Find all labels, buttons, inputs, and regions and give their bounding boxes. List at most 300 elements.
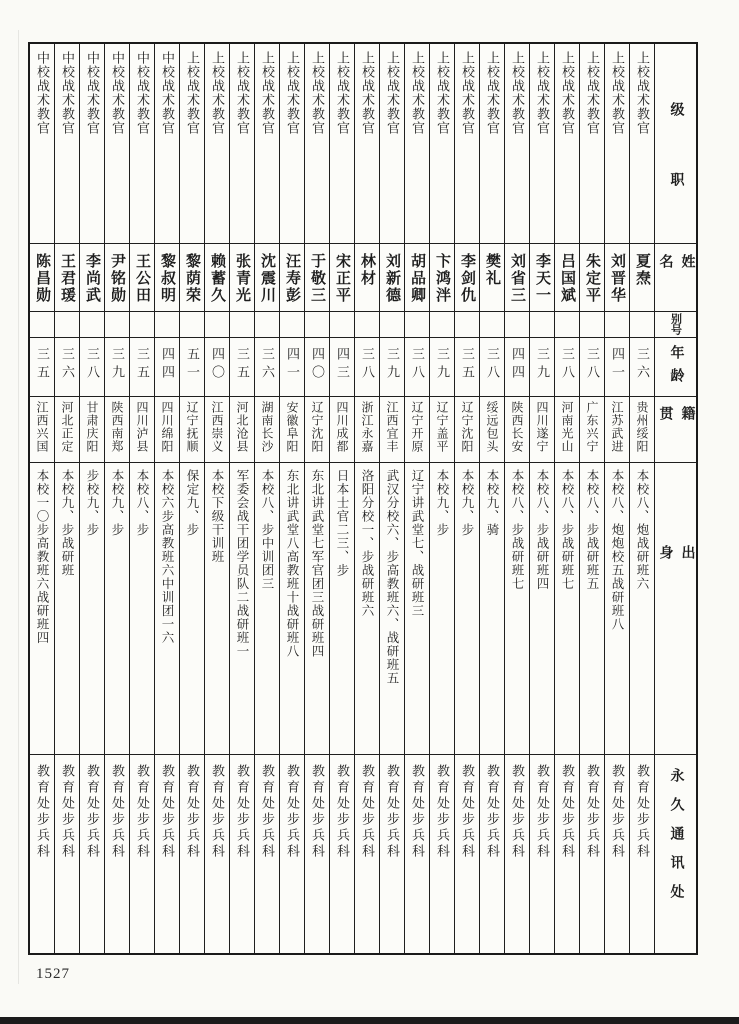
person-native-place-cell [355, 397, 379, 463]
person-name: 刘省三 [509, 253, 525, 304]
person-contact-cell [80, 755, 104, 953]
person-native-place: 湖南长沙 [260, 401, 274, 453]
person-native-place: 绥远包头 [485, 401, 499, 453]
person-column [304, 44, 329, 953]
person-column [104, 44, 129, 953]
person-age: 三六 [60, 347, 75, 383]
person-native-place-cell [55, 397, 79, 463]
person-name: 沈震川 [259, 253, 275, 304]
person-name: 赖蓄久 [209, 253, 225, 304]
person-origin: 本校一〇步高教班六战研班四 [35, 469, 49, 645]
person-origin: 本校九、步 [435, 469, 449, 537]
person-rank: 中校战术教官 [160, 51, 175, 135]
person-rank: 上校战术教官 [585, 51, 600, 135]
person-contact: 教育处步兵科 [385, 764, 400, 860]
person-column [479, 44, 504, 953]
person-origin: 东北讲武堂八高教班十战研班八 [285, 469, 299, 658]
person-native-place-cell [255, 397, 279, 463]
person-native-place-cell [155, 397, 179, 463]
person-age-cell [530, 338, 554, 397]
person-rank-cell [380, 44, 404, 244]
person-contact: 教育处步兵科 [260, 764, 275, 860]
person-contact-cell [480, 755, 504, 953]
person-native-place: 四川成都 [335, 401, 349, 453]
page-number: 1527 [36, 966, 70, 982]
person-rank: 上校战术教官 [210, 51, 225, 135]
person-rank-cell [530, 44, 554, 244]
header-contact-label: 永久通讯处 [668, 768, 684, 913]
person-origin-cell [105, 463, 129, 755]
person-rank-cell [455, 44, 479, 244]
person-name-cell [205, 244, 229, 312]
person-name: 张青光 [234, 253, 250, 304]
person-native-place-cell [180, 397, 204, 463]
person-native-place: 陕西南郑 [110, 401, 124, 453]
person-rank: 上校战术教官 [610, 51, 625, 135]
scan-edge-artifact [18, 30, 19, 984]
person-native-place-cell [30, 397, 54, 463]
person-rank-cell [105, 44, 129, 244]
person-column [179, 44, 204, 953]
person-alias-cell [605, 312, 629, 338]
person-name: 黎叔明 [159, 253, 175, 304]
person-alias-cell [55, 312, 79, 338]
person-age: 四一 [610, 347, 625, 383]
person-name-cell [630, 244, 654, 312]
person-age: 三五 [35, 347, 50, 383]
person-rank-cell [130, 44, 154, 244]
person-native-place: 河北正定 [60, 401, 74, 453]
person-origin-cell [605, 463, 629, 755]
person-column [79, 44, 104, 953]
person-contact-cell [555, 755, 579, 953]
person-origin-cell [580, 463, 604, 755]
person-alias-cell [530, 312, 554, 338]
person-age-cell [30, 338, 54, 397]
person-origin-cell [380, 463, 404, 755]
person-name: 樊礼 [484, 253, 500, 287]
person-rank: 上校战术教官 [460, 51, 475, 135]
person-name-cell [605, 244, 629, 312]
person-native-place-cell [530, 397, 554, 463]
person-name: 于敬三 [309, 253, 325, 304]
person-rank: 中校战术教官 [60, 51, 75, 135]
person-name: 林材 [359, 253, 375, 287]
person-age: 三九 [435, 347, 450, 383]
person-native-place-cell [80, 397, 104, 463]
person-origin-cell [280, 463, 304, 755]
person-origin: 辽宁讲武堂七、战研班三 [410, 469, 424, 618]
person-name: 宋正平 [334, 253, 350, 304]
person-rank-cell [430, 44, 454, 244]
person-rank: 中校战术教官 [110, 51, 125, 135]
person-rank: 上校战术教官 [535, 51, 550, 135]
person-age-cell [180, 338, 204, 397]
person-origin-cell [480, 463, 504, 755]
person-age-cell [505, 338, 529, 397]
person-contact: 教育处步兵科 [435, 764, 450, 860]
person-native-place: 江西崇义 [210, 401, 224, 453]
person-contact-cell [280, 755, 304, 953]
person-alias-cell [130, 312, 154, 338]
person-alias-cell [455, 312, 479, 338]
person-age: 三八 [485, 347, 500, 383]
person-name-cell [305, 244, 329, 312]
person-column [54, 44, 79, 953]
person-native-place-cell [455, 397, 479, 463]
person-age-cell [480, 338, 504, 397]
person-contact: 教育处步兵科 [460, 764, 475, 860]
person-origin: 日本士官二三、步 [335, 469, 349, 577]
person-native-place-cell [105, 397, 129, 463]
person-contact-cell [455, 755, 479, 953]
person-name: 王君瑗 [59, 253, 75, 304]
person-native-place: 辽宁抚顺 [185, 401, 199, 453]
header-rank-label: 级职 [668, 102, 684, 242]
person-origin-cell [205, 463, 229, 755]
person-age: 四四 [160, 347, 175, 383]
header-contact-cell [655, 755, 696, 953]
person-contact: 教育处步兵科 [560, 764, 575, 860]
person-name-cell [30, 244, 54, 312]
person-origin-cell [30, 463, 54, 755]
table-header-column [654, 44, 696, 953]
person-alias-cell [380, 312, 404, 338]
person-alias-cell [630, 312, 654, 338]
person-name: 李尚武 [84, 253, 100, 304]
person-alias-cell [430, 312, 454, 338]
person-age: 四〇 [210, 347, 225, 383]
person-origin-cell [130, 463, 154, 755]
person-contact-cell [630, 755, 654, 953]
person-age-cell [205, 338, 229, 397]
person-alias-cell [230, 312, 254, 338]
person-age-cell [580, 338, 604, 397]
person-name-cell [55, 244, 79, 312]
person-origin-cell [155, 463, 179, 755]
person-contact-cell [180, 755, 204, 953]
person-name-cell [455, 244, 479, 312]
person-name: 汪寿彭 [284, 253, 300, 304]
person-age-cell [280, 338, 304, 397]
person-contact-cell [605, 755, 629, 953]
person-contact: 教育处步兵科 [110, 764, 125, 860]
person-rank-cell [80, 44, 104, 244]
person-rank-cell [580, 44, 604, 244]
header-name-cell [655, 244, 696, 312]
person-contact: 教育处步兵科 [35, 764, 50, 860]
person-alias-cell [80, 312, 104, 338]
person-age: 三五 [135, 347, 150, 383]
person-name-cell [80, 244, 104, 312]
person-contact-cell [380, 755, 404, 953]
person-native-place: 浙江永嘉 [360, 401, 374, 453]
person-column [229, 44, 254, 953]
person-alias-cell [280, 312, 304, 338]
person-native-place: 辽宁沈阳 [310, 401, 324, 453]
person-name-cell [555, 244, 579, 312]
person-contact-cell [155, 755, 179, 953]
person-name-cell [280, 244, 304, 312]
person-column [279, 44, 304, 953]
header-rank-cell [655, 44, 696, 244]
person-alias-cell [255, 312, 279, 338]
scan-bottom-edge [0, 1017, 739, 1024]
person-origin-cell [455, 463, 479, 755]
person-name: 陈昌勋 [34, 253, 50, 304]
header-origin-label: 出身 [657, 545, 695, 669]
person-contact-cell [430, 755, 454, 953]
person-name-cell [155, 244, 179, 312]
person-age-cell [55, 338, 79, 397]
person-rank-cell [55, 44, 79, 244]
person-native-place-cell [630, 397, 654, 463]
person-contact: 教育处步兵科 [85, 764, 100, 860]
person-rank: 上校战术教官 [310, 51, 325, 135]
header-name-label: 姓名 [657, 254, 695, 286]
person-rank: 上校战术教官 [435, 51, 450, 135]
person-age: 三九 [110, 347, 125, 383]
person-alias-cell [205, 312, 229, 338]
person-native-place: 四川泸县 [135, 401, 149, 453]
person-age-cell [405, 338, 429, 397]
person-age: 三九 [385, 347, 400, 383]
person-native-place-cell [380, 397, 404, 463]
person-column [529, 44, 554, 953]
person-alias-cell [405, 312, 429, 338]
person-rank-cell [355, 44, 379, 244]
person-age: 三八 [360, 347, 375, 383]
person-age: 三五 [235, 347, 250, 383]
person-rank-cell [480, 44, 504, 244]
header-origin-cell [655, 463, 696, 755]
person-origin: 本校下级干训班 [210, 469, 224, 564]
person-native-place: 安徽阜阳 [285, 401, 299, 453]
person-native-place: 江西兴国 [35, 401, 49, 453]
person-rank: 中校战术教官 [135, 51, 150, 135]
person-contact: 教育处步兵科 [160, 764, 175, 860]
person-native-place-cell [280, 397, 304, 463]
person-column [254, 44, 279, 953]
person-rank: 上校战术教官 [260, 51, 275, 135]
person-origin: 本校九、步 [110, 469, 124, 537]
person-origin: 军委会战干团学员队二战研班一 [235, 469, 249, 658]
person-origin-cell [55, 463, 79, 755]
person-name: 卞鸿泮 [434, 253, 450, 304]
person-origin: 本校八、步战研班七 [510, 469, 524, 591]
person-rank-cell [30, 44, 54, 244]
person-contact: 教育处步兵科 [335, 764, 350, 860]
person-native-place-cell [505, 397, 529, 463]
person-contact-cell [230, 755, 254, 953]
person-rank-cell [280, 44, 304, 244]
person-age-cell [80, 338, 104, 397]
person-origin-cell [505, 463, 529, 755]
person-alias-cell [305, 312, 329, 338]
header-alias-cell [655, 312, 696, 338]
person-contact: 教育处步兵科 [285, 764, 300, 860]
person-origin: 本校八、步中训团三 [260, 469, 274, 591]
person-name-cell [355, 244, 379, 312]
person-origin: 本校六步高教班六中训团一六 [160, 469, 174, 645]
person-column [504, 44, 529, 953]
person-origin-cell [305, 463, 329, 755]
person-origin-cell [80, 463, 104, 755]
person-native-place-cell [605, 397, 629, 463]
person-name: 刘晋华 [609, 253, 625, 304]
person-origin-cell [180, 463, 204, 755]
person-origin: 本校八、步战研班五 [585, 469, 599, 591]
person-contact: 教育处步兵科 [235, 764, 250, 860]
person-rank: 上校战术教官 [385, 51, 400, 135]
person-column [554, 44, 579, 953]
person-name-cell [230, 244, 254, 312]
person-name-cell [530, 244, 554, 312]
person-age-cell [155, 338, 179, 397]
person-contact: 教育处步兵科 [210, 764, 225, 860]
person-native-place-cell [405, 397, 429, 463]
person-age: 四一 [285, 347, 300, 383]
person-origin: 本校八、步战研班四 [535, 469, 549, 591]
person-native-place: 甘肃庆阳 [85, 401, 99, 453]
person-rank: 上校战术教官 [235, 51, 250, 135]
person-rank: 上校战术教官 [560, 51, 575, 135]
person-rank: 上校战术教官 [185, 51, 200, 135]
person-native-place-cell [330, 397, 354, 463]
person-origin: 洛阳分校一、步战研班六 [360, 469, 374, 618]
person-native-place: 江西宜丰 [385, 401, 399, 453]
person-origin: 本校八、步 [135, 469, 149, 537]
person-name-cell [430, 244, 454, 312]
person-origin-cell [355, 463, 379, 755]
person-rank-cell [630, 44, 654, 244]
person-contact: 教育处步兵科 [535, 764, 550, 860]
person-contact: 教育处步兵科 [310, 764, 325, 860]
person-alias-cell [180, 312, 204, 338]
person-origin: 本校八、炮炮校五战研班八 [610, 469, 624, 631]
person-origin: 本校八、步战研班七 [560, 469, 574, 591]
person-origin: 保定九、步 [185, 469, 199, 537]
person-contact-cell [205, 755, 229, 953]
person-contact-cell [355, 755, 379, 953]
person-native-place: 河南光山 [560, 401, 574, 453]
person-name-cell [330, 244, 354, 312]
person-origin-cell [405, 463, 429, 755]
person-rank: 中校战术教官 [85, 51, 100, 135]
person-column [30, 44, 54, 953]
person-rank: 中校战术教官 [35, 51, 50, 135]
person-native-place: 四川遂宁 [535, 401, 549, 453]
person-origin-cell [255, 463, 279, 755]
person-age-cell [230, 338, 254, 397]
person-rank: 上校战术教官 [485, 51, 500, 135]
person-origin-cell [630, 463, 654, 755]
person-rank-cell [230, 44, 254, 244]
person-contact: 教育处步兵科 [360, 764, 375, 860]
person-name-cell [255, 244, 279, 312]
person-alias-cell [105, 312, 129, 338]
person-contact: 教育处步兵科 [185, 764, 200, 860]
person-age: 三八 [410, 347, 425, 383]
person-contact: 教育处步兵科 [510, 764, 525, 860]
person-origin: 本校八、炮战研班六 [635, 469, 649, 591]
person-alias-cell [555, 312, 579, 338]
person-age-cell [330, 338, 354, 397]
person-native-place: 广东兴宁 [585, 401, 599, 453]
person-rank: 上校战术教官 [410, 51, 425, 135]
person-alias-cell [330, 312, 354, 338]
person-age-cell [105, 338, 129, 397]
person-name: 刘新德 [384, 253, 400, 304]
person-native-place-cell [230, 397, 254, 463]
person-origin: 本校九、步 [460, 469, 474, 537]
person-origin-cell [230, 463, 254, 755]
person-origin: 本校九、步战研班 [60, 469, 74, 577]
person-contact-cell [55, 755, 79, 953]
person-alias-cell [505, 312, 529, 338]
header-native-place-cell [655, 397, 696, 463]
person-alias-cell [155, 312, 179, 338]
person-age: 三八 [560, 347, 575, 383]
person-column [329, 44, 354, 953]
person-origin: 武汉分校六、步高教班六、战研班五 [385, 469, 399, 685]
person-alias-cell [580, 312, 604, 338]
person-name: 王公田 [134, 253, 150, 304]
person-native-place: 贵州绥阳 [635, 401, 649, 453]
person-native-place-cell [130, 397, 154, 463]
person-origin: 本校九、骑 [485, 469, 499, 537]
person-column [579, 44, 604, 953]
person-alias-cell [480, 312, 504, 338]
person-rank-cell [180, 44, 204, 244]
person-contact-cell [305, 755, 329, 953]
person-name: 胡品卿 [409, 253, 425, 304]
person-rank-cell [605, 44, 629, 244]
person-contact-cell [530, 755, 554, 953]
person-rank-cell [555, 44, 579, 244]
person-native-place: 江苏武进 [610, 401, 624, 453]
person-name-cell [505, 244, 529, 312]
person-column [604, 44, 629, 953]
person-native-place-cell [205, 397, 229, 463]
person-name-cell [580, 244, 604, 312]
person-origin-cell [530, 463, 554, 755]
person-rank-cell [505, 44, 529, 244]
person-native-place: 辽宁盖平 [435, 401, 449, 453]
person-origin: 东北讲武堂七军官团三战研班四 [310, 469, 324, 658]
person-origin-cell [430, 463, 454, 755]
person-name: 李天一 [534, 253, 550, 304]
person-name: 李剑仇 [459, 253, 475, 304]
person-age: 五一 [185, 347, 200, 383]
person-column [429, 44, 454, 953]
person-column [379, 44, 404, 953]
person-age-cell [255, 338, 279, 397]
person-contact: 教育处步兵科 [60, 764, 75, 860]
person-rank: 上校战术教官 [360, 51, 375, 135]
person-name-cell [180, 244, 204, 312]
person-age: 三六 [260, 347, 275, 383]
person-rank: 上校战术教官 [335, 51, 350, 135]
person-name-cell [105, 244, 129, 312]
person-rank: 上校战术教官 [635, 51, 650, 135]
person-age-cell [130, 338, 154, 397]
person-age: 三八 [585, 347, 600, 383]
personnel-roster-table [28, 42, 698, 955]
person-native-place: 辽宁沈阳 [460, 401, 474, 453]
person-name-cell [480, 244, 504, 312]
person-rank-cell [155, 44, 179, 244]
